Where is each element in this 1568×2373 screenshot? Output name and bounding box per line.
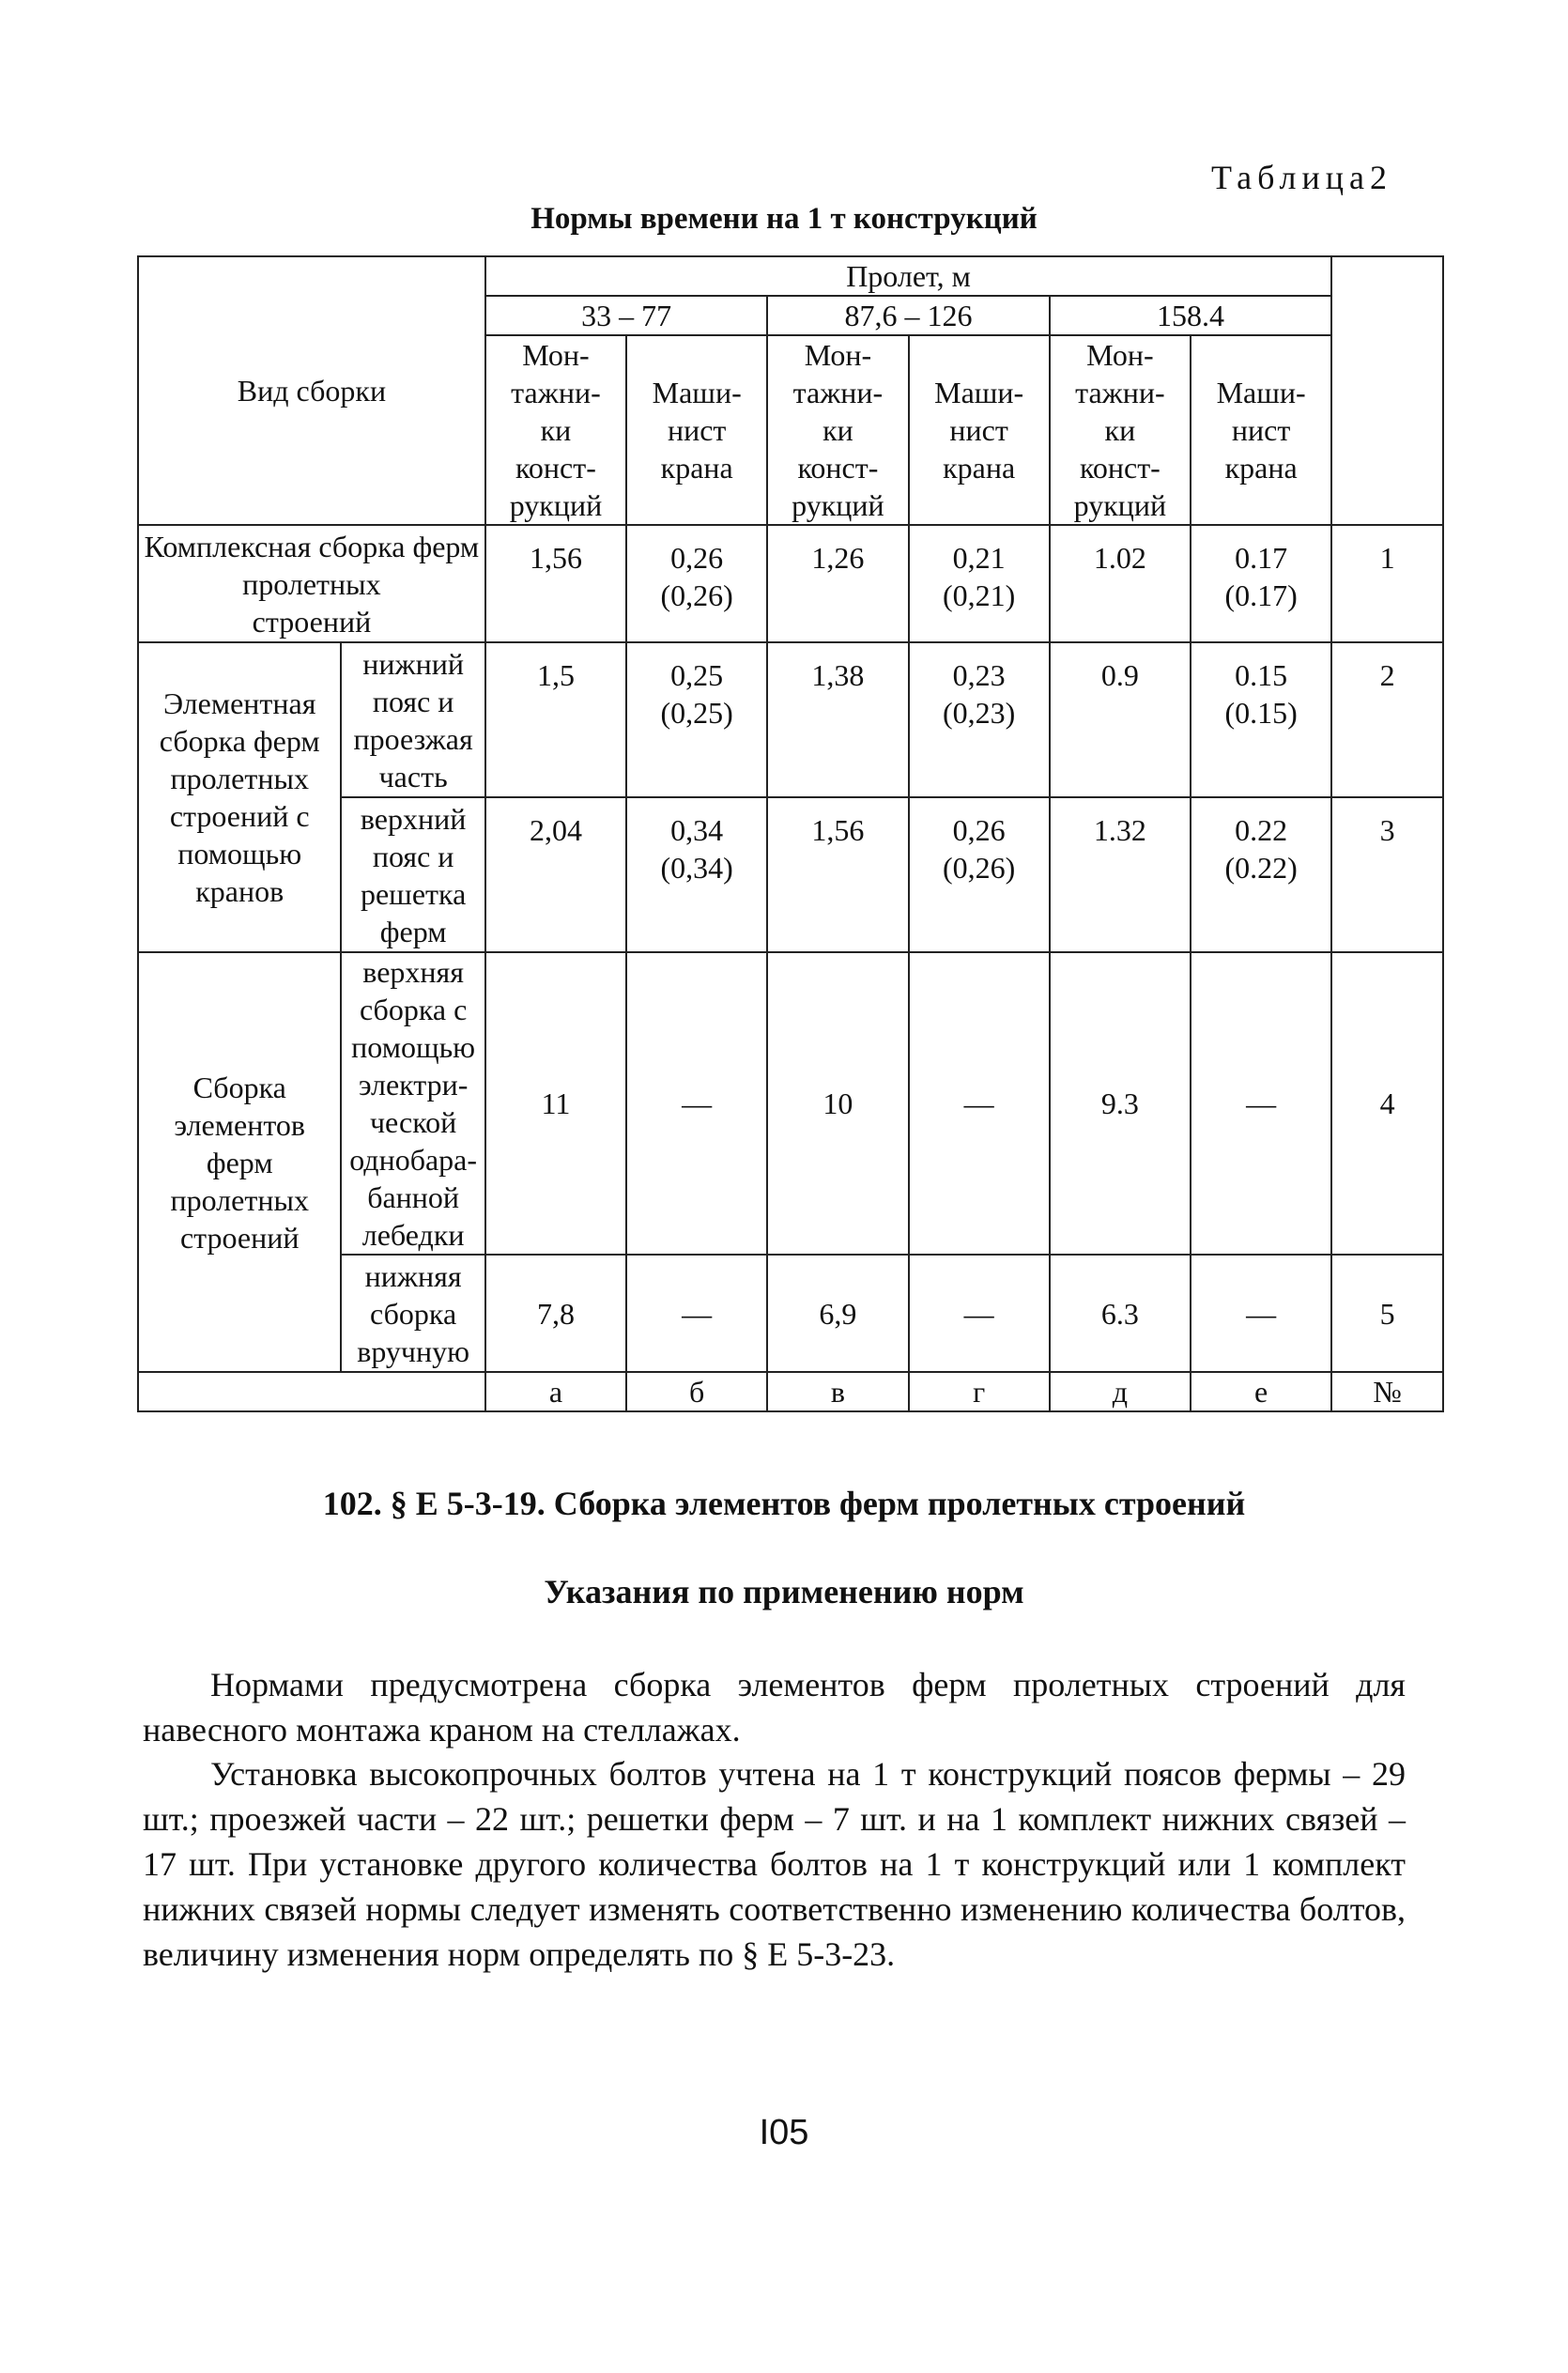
row-3-col-a: 2,04: [485, 797, 626, 952]
row-5-col-a: 7,8: [485, 1255, 626, 1372]
row-3-col-d: 0,26 (0,26): [909, 797, 1050, 952]
row-4-col-e: 9.3: [1050, 952, 1191, 1255]
row-2-col-f: 0.15 (0.15): [1191, 642, 1331, 797]
page-number: I05: [759, 2113, 809, 2152]
table-row: [138, 525, 1443, 642]
col-operator-1: Маши- нист крана: [626, 335, 767, 525]
row-3-subtype: верхний пояс и решетка ферм: [341, 797, 484, 952]
col-installers-2: Мон- тажни- ки конст- рукций: [767, 335, 908, 525]
footer-col-b: б: [626, 1372, 767, 1411]
row-2-subtype: нижний пояс и проезжая часть: [341, 642, 484, 797]
row-2-col-d: 0,23 (0,23): [909, 642, 1050, 797]
row-1-col-f: 0.17 (0.17): [1191, 525, 1331, 642]
row-5-col-e: 6.3: [1050, 1255, 1191, 1372]
row-3-col-e: 1.32: [1050, 797, 1191, 952]
norms-table: [137, 255, 1444, 1412]
row-4-col-c: 10: [767, 952, 908, 1255]
row-2-col-a: 1,5: [485, 642, 626, 797]
header-row-number-empty: [1331, 256, 1443, 525]
footer-col-a: а: [485, 1372, 626, 1411]
row-4-subtype: верхняя сборка с помощью электри- ческой однобара- банной лебедки: [341, 952, 484, 1255]
row-1-col-e: 1.02: [1050, 525, 1191, 642]
paragraph-2: Установка высокопрочных болтов учтена на 1 т конструкций поясов фермы – 29 шт.; проезжей части – 22 шт.; решетки ферм – 7 шт. и на 1 комплект нижних связей – 17 шт. При установке другого количества болтов на 1 т конструкций или 1 комплект нижних связей нормы следует изменять соответственно изменению количества болтов, величину изменения норм определять по § Е 5-3-23.: [143, 1755, 1406, 1973]
row-4-col-a: 11: [485, 952, 626, 1255]
row-5-col-d: —: [909, 1255, 1050, 1372]
row-4-col-b: —: [626, 952, 767, 1255]
header-assembly-type: Вид сборки: [138, 256, 485, 525]
span-group-2: 87,6 – 126: [767, 296, 1049, 335]
row-4-col-d: —: [909, 952, 1050, 1255]
row-2-col-b: 0,25 (0,25): [626, 642, 767, 797]
footer-col-c: в: [767, 1372, 908, 1411]
row-3-number: 3: [1331, 797, 1443, 952]
col-installers-1: Мон- тажни- ки конст- рукций: [485, 335, 626, 525]
footer-col-number: №: [1331, 1372, 1443, 1411]
span-group-3: 158.4: [1050, 296, 1331, 335]
row-2-col-c: 1,38: [767, 642, 908, 797]
row-4-type: Сборка элементов ферм пролетных строений: [138, 952, 341, 1372]
span-group-1: 33 – 77: [485, 296, 767, 335]
subheading: Указания по применению норм: [544, 1573, 1024, 1610]
table-row: [138, 642, 1443, 797]
row-3-col-b: 0,34 (0,34): [626, 797, 767, 952]
row-1-type: Комплексная сборка ферм пролетных строений: [138, 525, 485, 642]
table-footer-row: [138, 1372, 1443, 1411]
header-span: Пролет, м: [485, 256, 1331, 296]
footer-col-d: г: [909, 1372, 1050, 1411]
col-installers-3: Мон- тажни- ки конст- рукций: [1050, 335, 1191, 525]
col-operator-3: Маши- нист крана: [1191, 335, 1331, 525]
col-operator-2: Маши- нист крана: [909, 335, 1050, 525]
row-4-col-f: —: [1191, 952, 1331, 1255]
row-1-col-c: 1,26: [767, 525, 908, 642]
row-2-type: Элементная сборка ферм пролетных строений с помощью кранов: [138, 642, 341, 952]
row-4-number: 4: [1331, 952, 1443, 1255]
footer-col-f: е: [1191, 1372, 1331, 1411]
table-row: [138, 952, 1443, 1255]
row-5-col-f: —: [1191, 1255, 1331, 1372]
paragraph-1: Нормами предусмотрена сборка элементов ферм пролетных строений для навесного монтажа краном на стеллажах.: [143, 1666, 1406, 1749]
row-5-col-b: —: [626, 1255, 767, 1372]
row-1-col-d: 0,21 (0,21): [909, 525, 1050, 642]
footer-col-e: д: [1050, 1372, 1191, 1411]
row-1-col-b: 0,26 (0,26): [626, 525, 767, 642]
table-title: Нормы времени на 1 т конструкций: [530, 202, 1038, 236]
row-5-subtype: нижняя сборка вручную: [341, 1255, 484, 1372]
row-2-number: 2: [1331, 642, 1443, 797]
row-5-number: 5: [1331, 1255, 1443, 1372]
section-heading: 102. § Е 5-3-19. Сборка элементов ферм пролетных строений: [322, 1485, 1246, 1522]
row-1-col-a: 1,56: [485, 525, 626, 642]
table-number-label: Таблица2: [1211, 159, 1392, 196]
row-1-number: 1: [1331, 525, 1443, 642]
row-5-col-c: 6,9: [767, 1255, 908, 1372]
footer-empty: [138, 1372, 485, 1411]
row-2-col-e: 0.9: [1050, 642, 1191, 797]
row-3-col-f: 0.22 (0.22): [1191, 797, 1331, 952]
row-3-col-c: 1,56: [767, 797, 908, 952]
